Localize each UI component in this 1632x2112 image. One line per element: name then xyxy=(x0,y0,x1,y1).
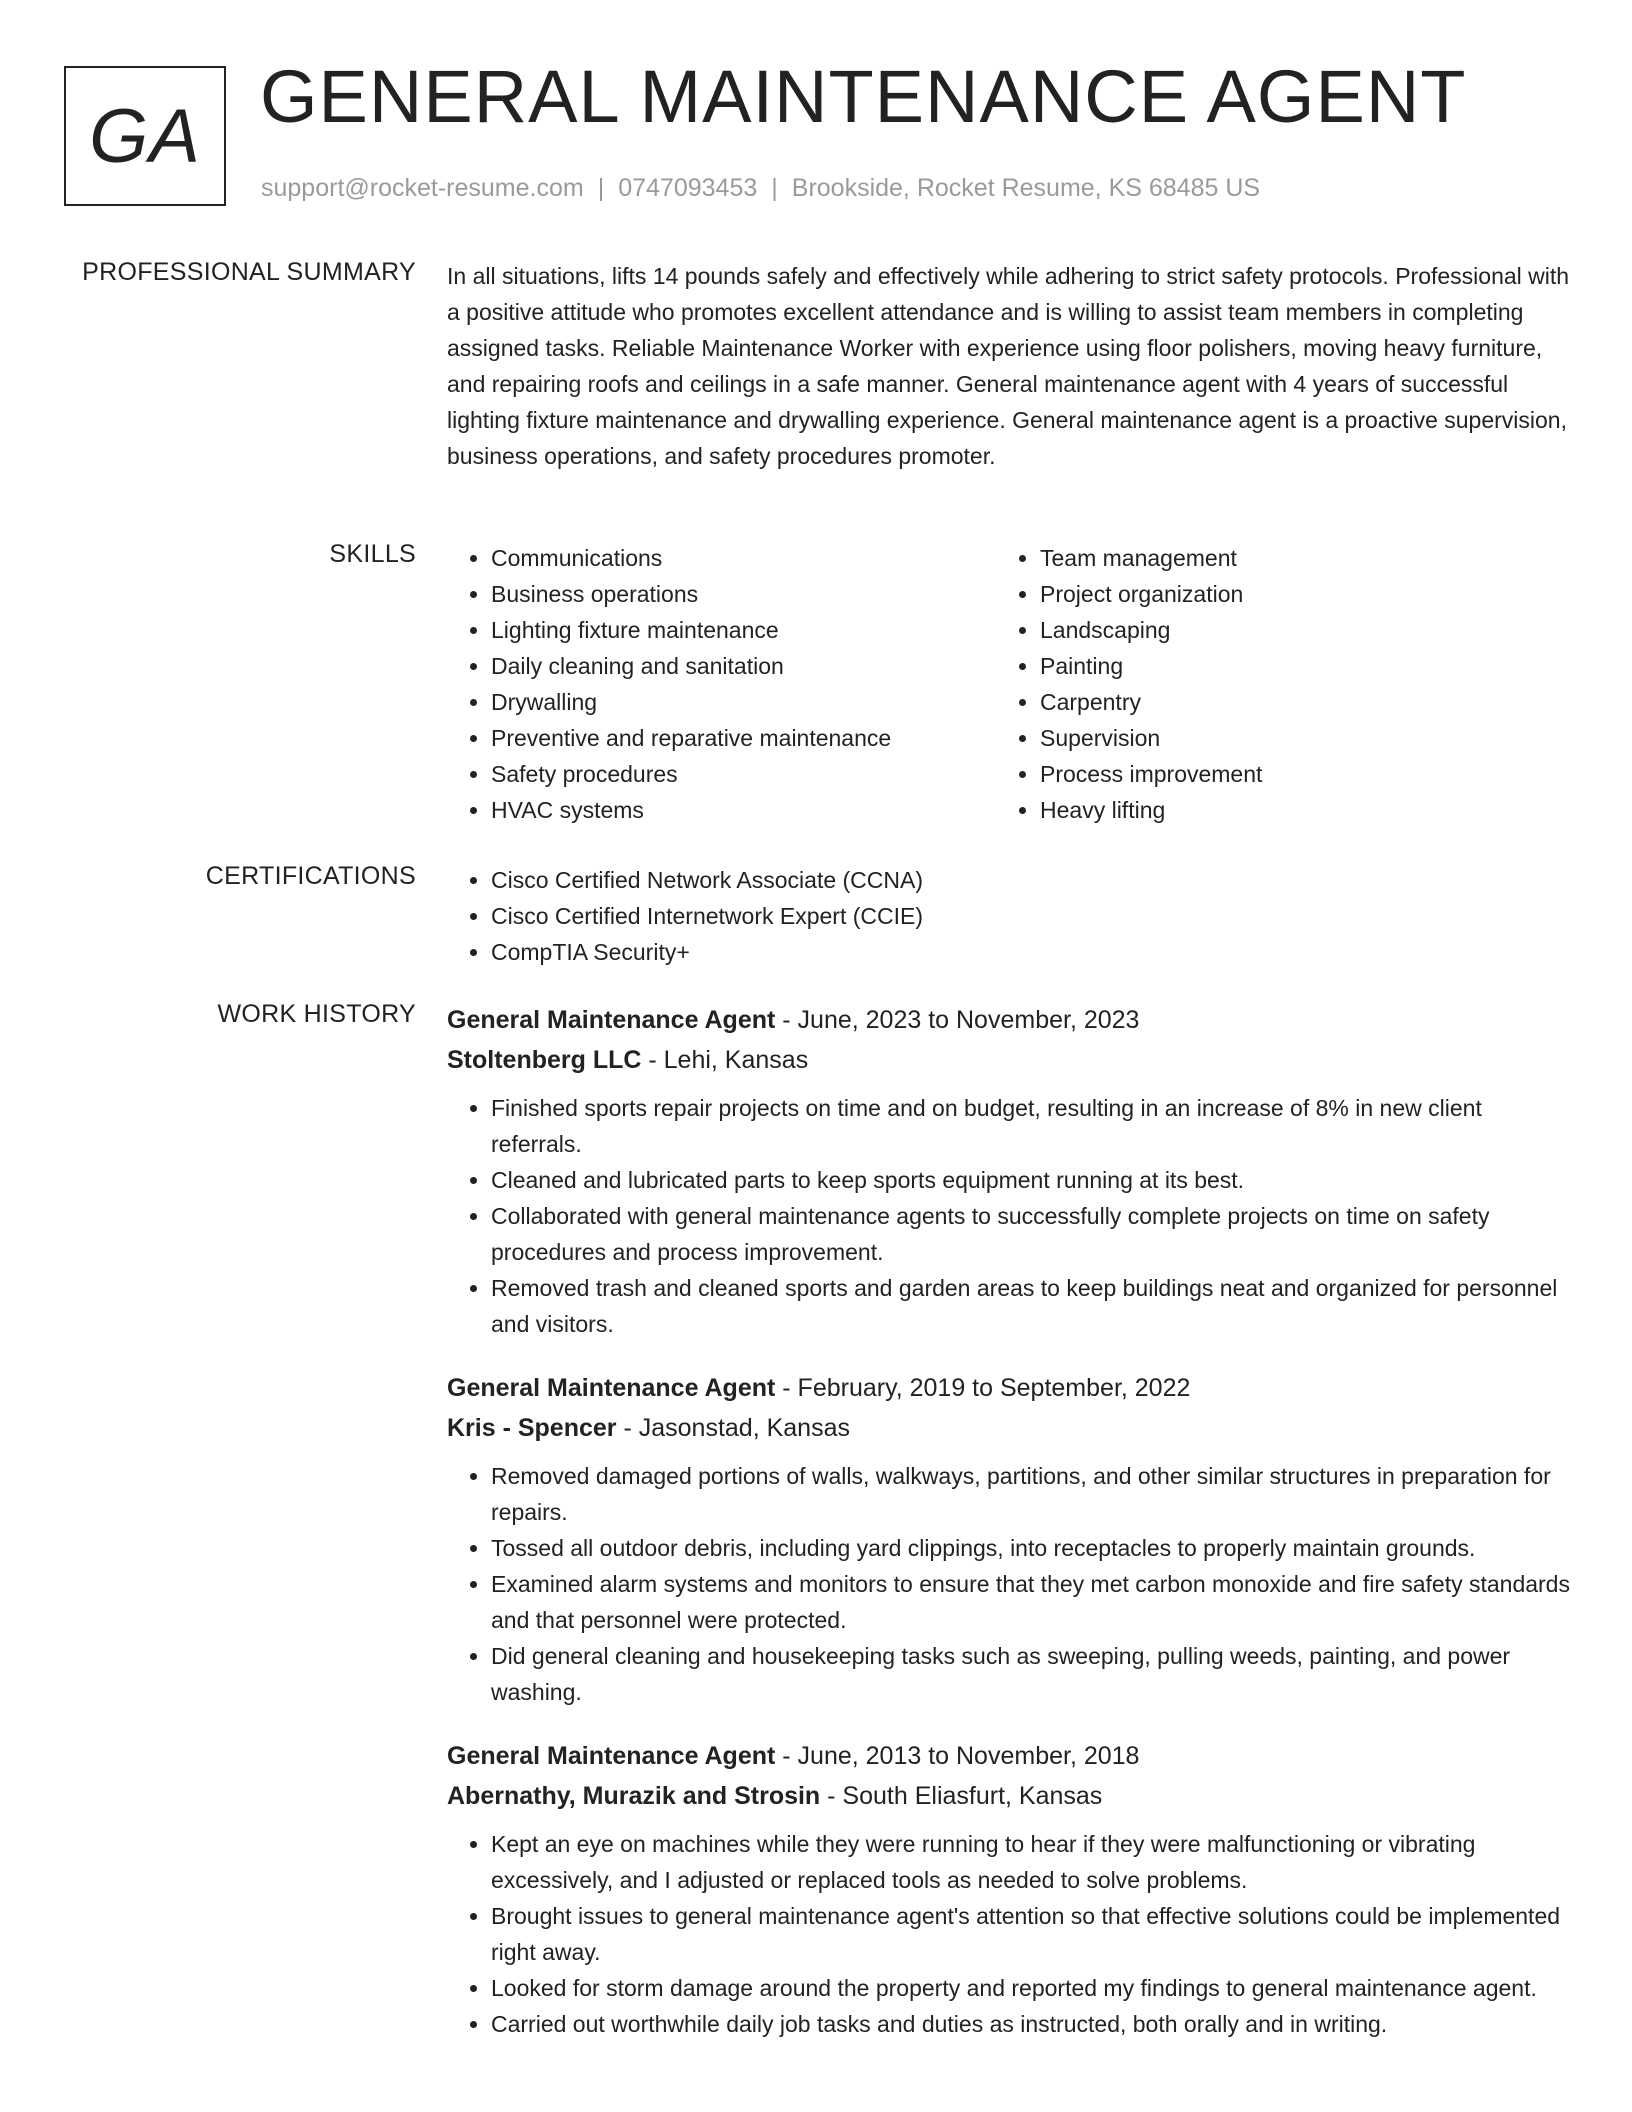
contact-line xyxy=(261,174,1260,203)
skills-column-left xyxy=(447,540,996,828)
skills-heading: SKILLS xyxy=(329,540,416,568)
job-bullet: • Looked for storm damage around the property and reported my findings to general maintenance agent. xyxy=(491,1970,1572,2006)
job-bullet: • Did general cleaning and housekeeping tasks such as sweeping, pulling weeds, painting, and power washing. xyxy=(491,1638,1572,1710)
job-bullet: • Removed damaged portions of walls, walkways, partitions, and other similar structures in preparation for repairs. xyxy=(491,1458,1572,1530)
job-bullet: • Brought issues to general maintenance agent's attention so that effective solutions could be implemented right away. xyxy=(491,1898,1572,1970)
skill-item: • Team management xyxy=(1040,540,1545,576)
job-title-line xyxy=(447,1368,1572,1408)
certification-item: • CompTIA Security+ xyxy=(491,934,1572,970)
job-title: General Maintenance Agent xyxy=(447,1742,776,1770)
job-company: Kris - Spencer xyxy=(447,1414,617,1442)
skill-item: • Daily cleaning and sanitation xyxy=(491,648,996,684)
job-company: Stoltenberg LLC xyxy=(447,1046,642,1074)
job-bullet: • Examined alarm systems and monitors to ensure that they met carbon monoxide and fire safety standards and that personnel were protected. xyxy=(491,1566,1572,1638)
job-company: Abernathy, Murazik and Strosin xyxy=(447,1782,821,1810)
job-title: General Maintenance Agent xyxy=(447,1006,776,1034)
job-company-line xyxy=(447,1040,1572,1080)
skill-item: • Safety procedures xyxy=(491,756,996,792)
job-company-line xyxy=(447,1408,1572,1448)
job-bullet: • Finished sports repair projects on time and on budget, resulting in an increase of 8% in new client referrals. xyxy=(491,1090,1572,1162)
monogram: GA xyxy=(64,66,226,206)
skills-column-right xyxy=(996,540,1545,828)
skill-item: • Business operations xyxy=(491,576,996,612)
job-title: General Maintenance Agent xyxy=(447,1374,776,1402)
job-bullet: • Cleaned and lubricated parts to keep sports equipment running at its best. xyxy=(491,1162,1572,1198)
job-company-line xyxy=(447,1776,1572,1816)
certification-item: • Cisco Certified Network Associate (CCNA) xyxy=(491,862,1572,898)
skill-item: • Process improvement xyxy=(1040,756,1545,792)
job-bullet: • Carried out worthwhile daily job tasks and duties as instructed, both orally and in writing. xyxy=(491,2006,1572,2042)
skill-item: • Landscaping xyxy=(1040,612,1545,648)
job-title-line xyxy=(447,1736,1572,1776)
skill-item: • Carpentry xyxy=(1040,684,1545,720)
summary-text: In all situations, lifts 14 pounds safely and effectively while adhering to strict safety protocols. Professional with a positive attitude who promotes excellent attendance and is willing to assist team members in completing assigned tasks. Reliable Maintenance Worker with experience using floor polishers, moving heavy furniture, and repairing roofs and ceilings in a safe manner. General maintenance agent with 4 years of successful lighting fixture maintenance and drywalling experience. General maintenance agent is a proactive supervision, business operations, and safety procedures promoter. xyxy=(447,263,1570,469)
skill-item: • Supervision xyxy=(1040,720,1545,756)
skill-item: • Lighting fixture maintenance xyxy=(491,612,996,648)
skill-item: • HVAC systems xyxy=(491,792,996,828)
job-bullet: • Tossed all outdoor debris, including yard clippings, into receptacles to properly maintain grounds. xyxy=(491,1530,1572,1566)
job-title-line xyxy=(447,1000,1572,1040)
skill-item: • Drywalling xyxy=(491,684,996,720)
contact-separator: | xyxy=(771,174,778,202)
job-location: - Lehi, Kansas xyxy=(641,1046,809,1074)
job-bullet: • Removed trash and cleaned sports and garden areas to keep buildings neat and organized for personnel and visitors. xyxy=(491,1270,1572,1342)
resume-header xyxy=(0,0,1632,230)
job-bullet: • Collaborated with general maintenance agents to successfully complete projects on time on safety procedures and process improvement. xyxy=(491,1198,1572,1270)
work-history-heading: WORK HISTORY xyxy=(217,1000,416,1028)
contact-email: support@rocket-resume.com xyxy=(261,174,584,202)
skill-item: • Communications xyxy=(491,540,996,576)
job-dates: - February, 2019 to September, 2022 xyxy=(775,1374,1191,1402)
contact-separator: | xyxy=(597,174,605,202)
skill-item: • Heavy lifting xyxy=(1040,792,1545,828)
skill-item: • Preventive and reparative maintenance xyxy=(491,720,996,756)
certification-item: • Cisco Certified Internetwork Expert (CCIE) xyxy=(491,898,1572,934)
job-entry xyxy=(447,1368,1572,1710)
summary-heading: PROFESSIONAL SUMMARY xyxy=(82,258,416,286)
job-entry xyxy=(447,1000,1572,1342)
contact-phone: 0747093453 xyxy=(618,174,758,202)
job-bullet: • Kept an eye on machines while they were running to hear if they were malfunctioning or vibrating excessively, and I adjusted or replaced tools as needed to solve problems. xyxy=(491,1826,1572,1898)
certifications-heading: CERTIFICATIONS xyxy=(205,862,416,890)
skill-item: • Painting xyxy=(1040,648,1545,684)
job-entry xyxy=(447,1736,1572,2042)
contact-address: Brookside, Rocket Resume, KS 68485 US xyxy=(791,174,1261,202)
job-dates: - June, 2023 to November, 2023 xyxy=(775,1006,1140,1034)
job-location: - Jasonstad, Kansas xyxy=(616,1414,850,1442)
candidate-name: GENERAL MAINTENANCE AGENT xyxy=(260,55,1467,138)
job-location: - South Eliasfurt, Kansas xyxy=(820,1782,1103,1810)
skill-item: • Project organization xyxy=(1040,576,1545,612)
job-dates: - June, 2013 to November, 2018 xyxy=(775,1742,1140,1770)
